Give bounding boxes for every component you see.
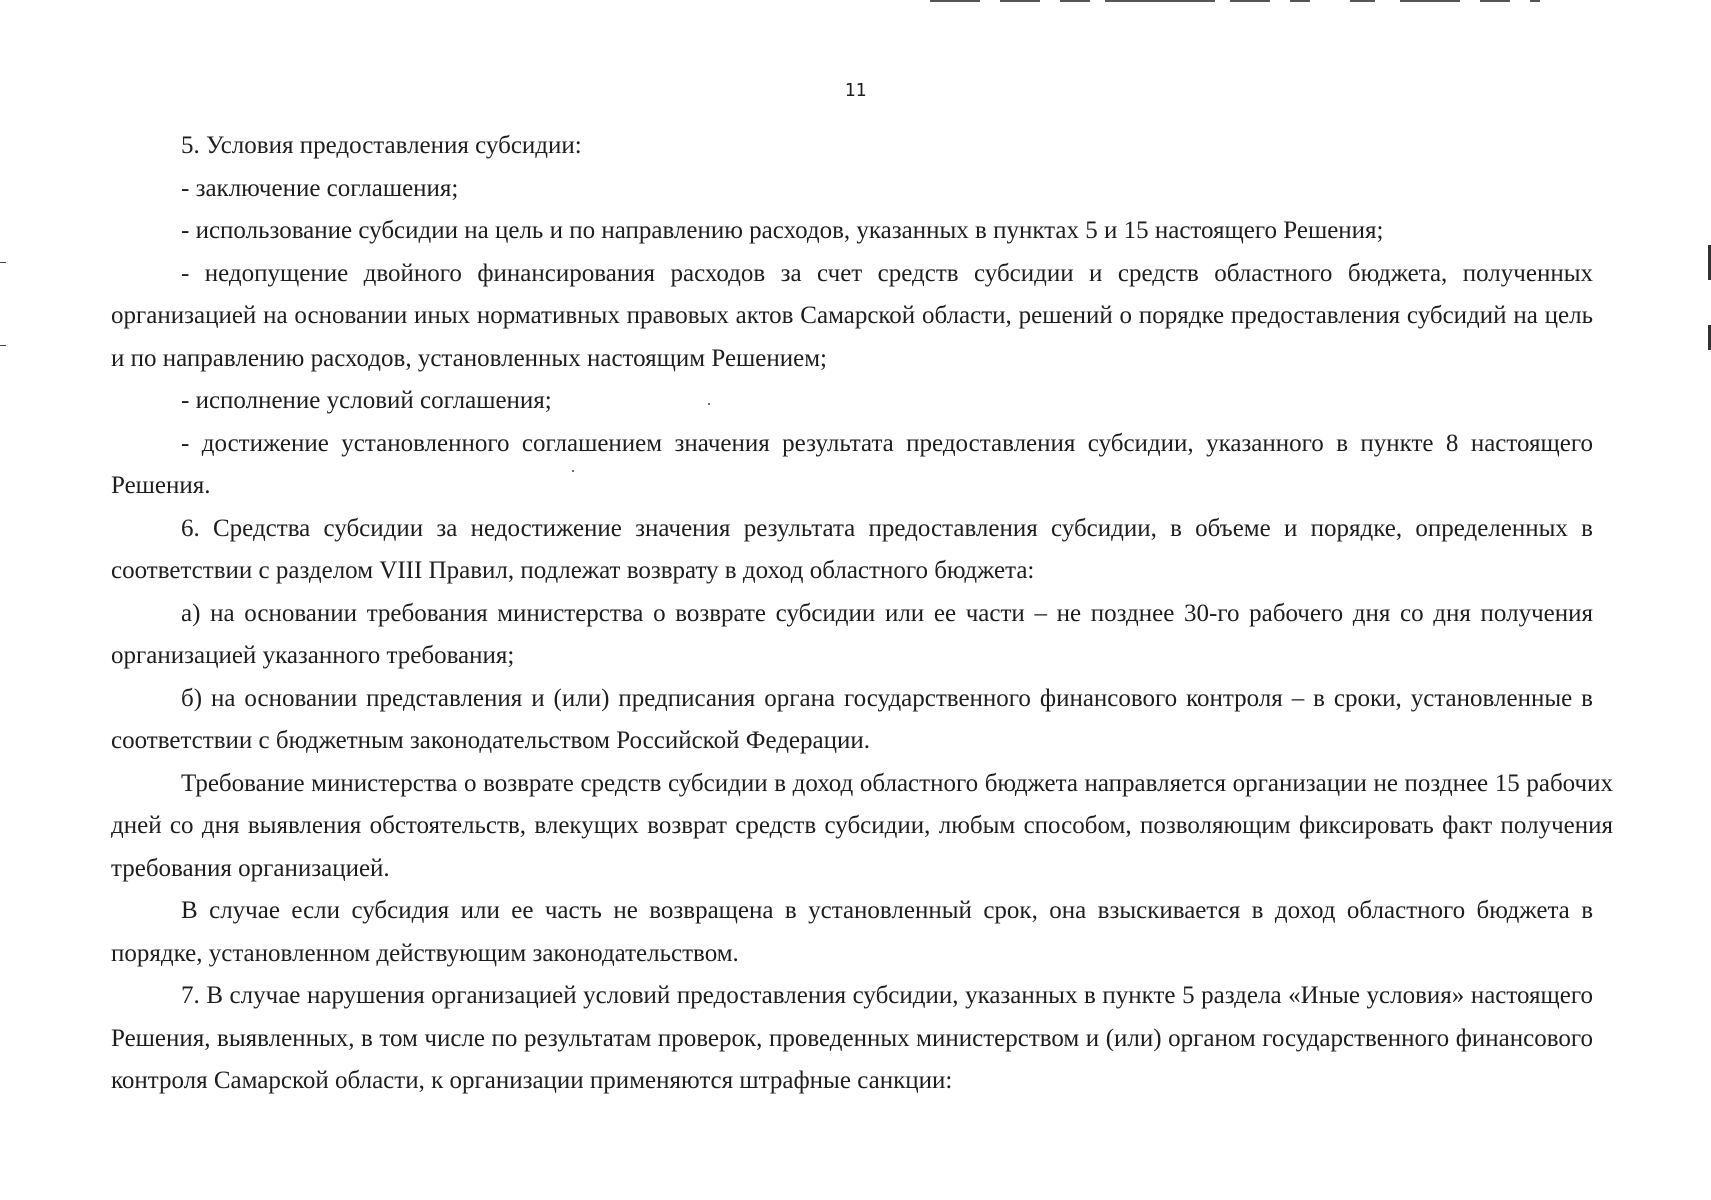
paragraph-return-requirement: Требование министерства о возврате средств субсидии в доход областного бюджета направляется организации не позднее 15 рабочих дней со дня выявления обстоятельств, влекущих возврат средств субсидии, любым способом, позволяющим фиксировать факт получения требования организацией. [111,769,1613,882]
paragraph-funds-return: 6. Средства субсидии за недостижение значения результата предоставления субсидии, в объеме и порядке, определенных в соответствии с разделом VIII Правил, подлежат возврату в доход областного бюджета: [111,514,1593,584]
paragraph-agreement: - заключение соглашения; [181,174,459,202]
paragraph-penalties: 7. В случае нарушения организацией условий предоставления субсидии, указанных в пункте 5 раздела «Иные условия» настоящего Решения, выявленных, в том числе по результатам проверок, проведенных министерством и (или) органом государственного финансового контроля Самарской области, к организации применяются штрафные санкции: [111,982,1593,1094]
paragraph-purpose-use: - использование субсидии на цель и по направлению расходов, указанных в пунктах 5 и 15 настоящего Решения; [181,217,1384,244]
paragraph-conditions-heading: 5. Условия предоставления субсидии: [181,132,582,159]
scan-artifact-left [0,345,6,346]
document-body [111,125,1613,1103]
paragraph-fulfilment: - исполнение условий соглашения; [181,387,552,414]
paragraph-return-by-ministry: а) на основании требования министерства о возврате субсидии или ее части – не позднее 30-го рабочего дня со дня получения организацией указанного требования; [111,599,1593,669]
paragraph-no-double-financing: - недопущение двойного финансирования расходов за счет средств субсидии и средств областного бюджета, полученных организацией на основании иных нормативных правовых актов Самарской области, решений о порядке предоставления субсидий на цель и по направлению расходов, установленных настоящим Решением; [111,259,1593,372]
scan-artifact-top [930,0,1580,3]
scan-artifact-left [0,262,6,263]
paragraph-result-achievement: - достижение установленного соглашением значения результата предоставления субсидии, указанного в пункте 8 настоящего Решения. [111,429,1593,499]
paragraph-recovery: В случае если субсидия или ее часть не возвращена в установленный срок, она взыскивается в доход областного бюджета в порядке, установленном действующим законодательством. [111,897,1593,967]
page-number: 11 [844,80,867,101]
paragraph-return-by-control-body: б) на основании представления и (или) предписания органа государственного финансового контроля – в сроки, установленные в соответствии с бюджетным законодательством Российской Федерации. [111,684,1593,754]
